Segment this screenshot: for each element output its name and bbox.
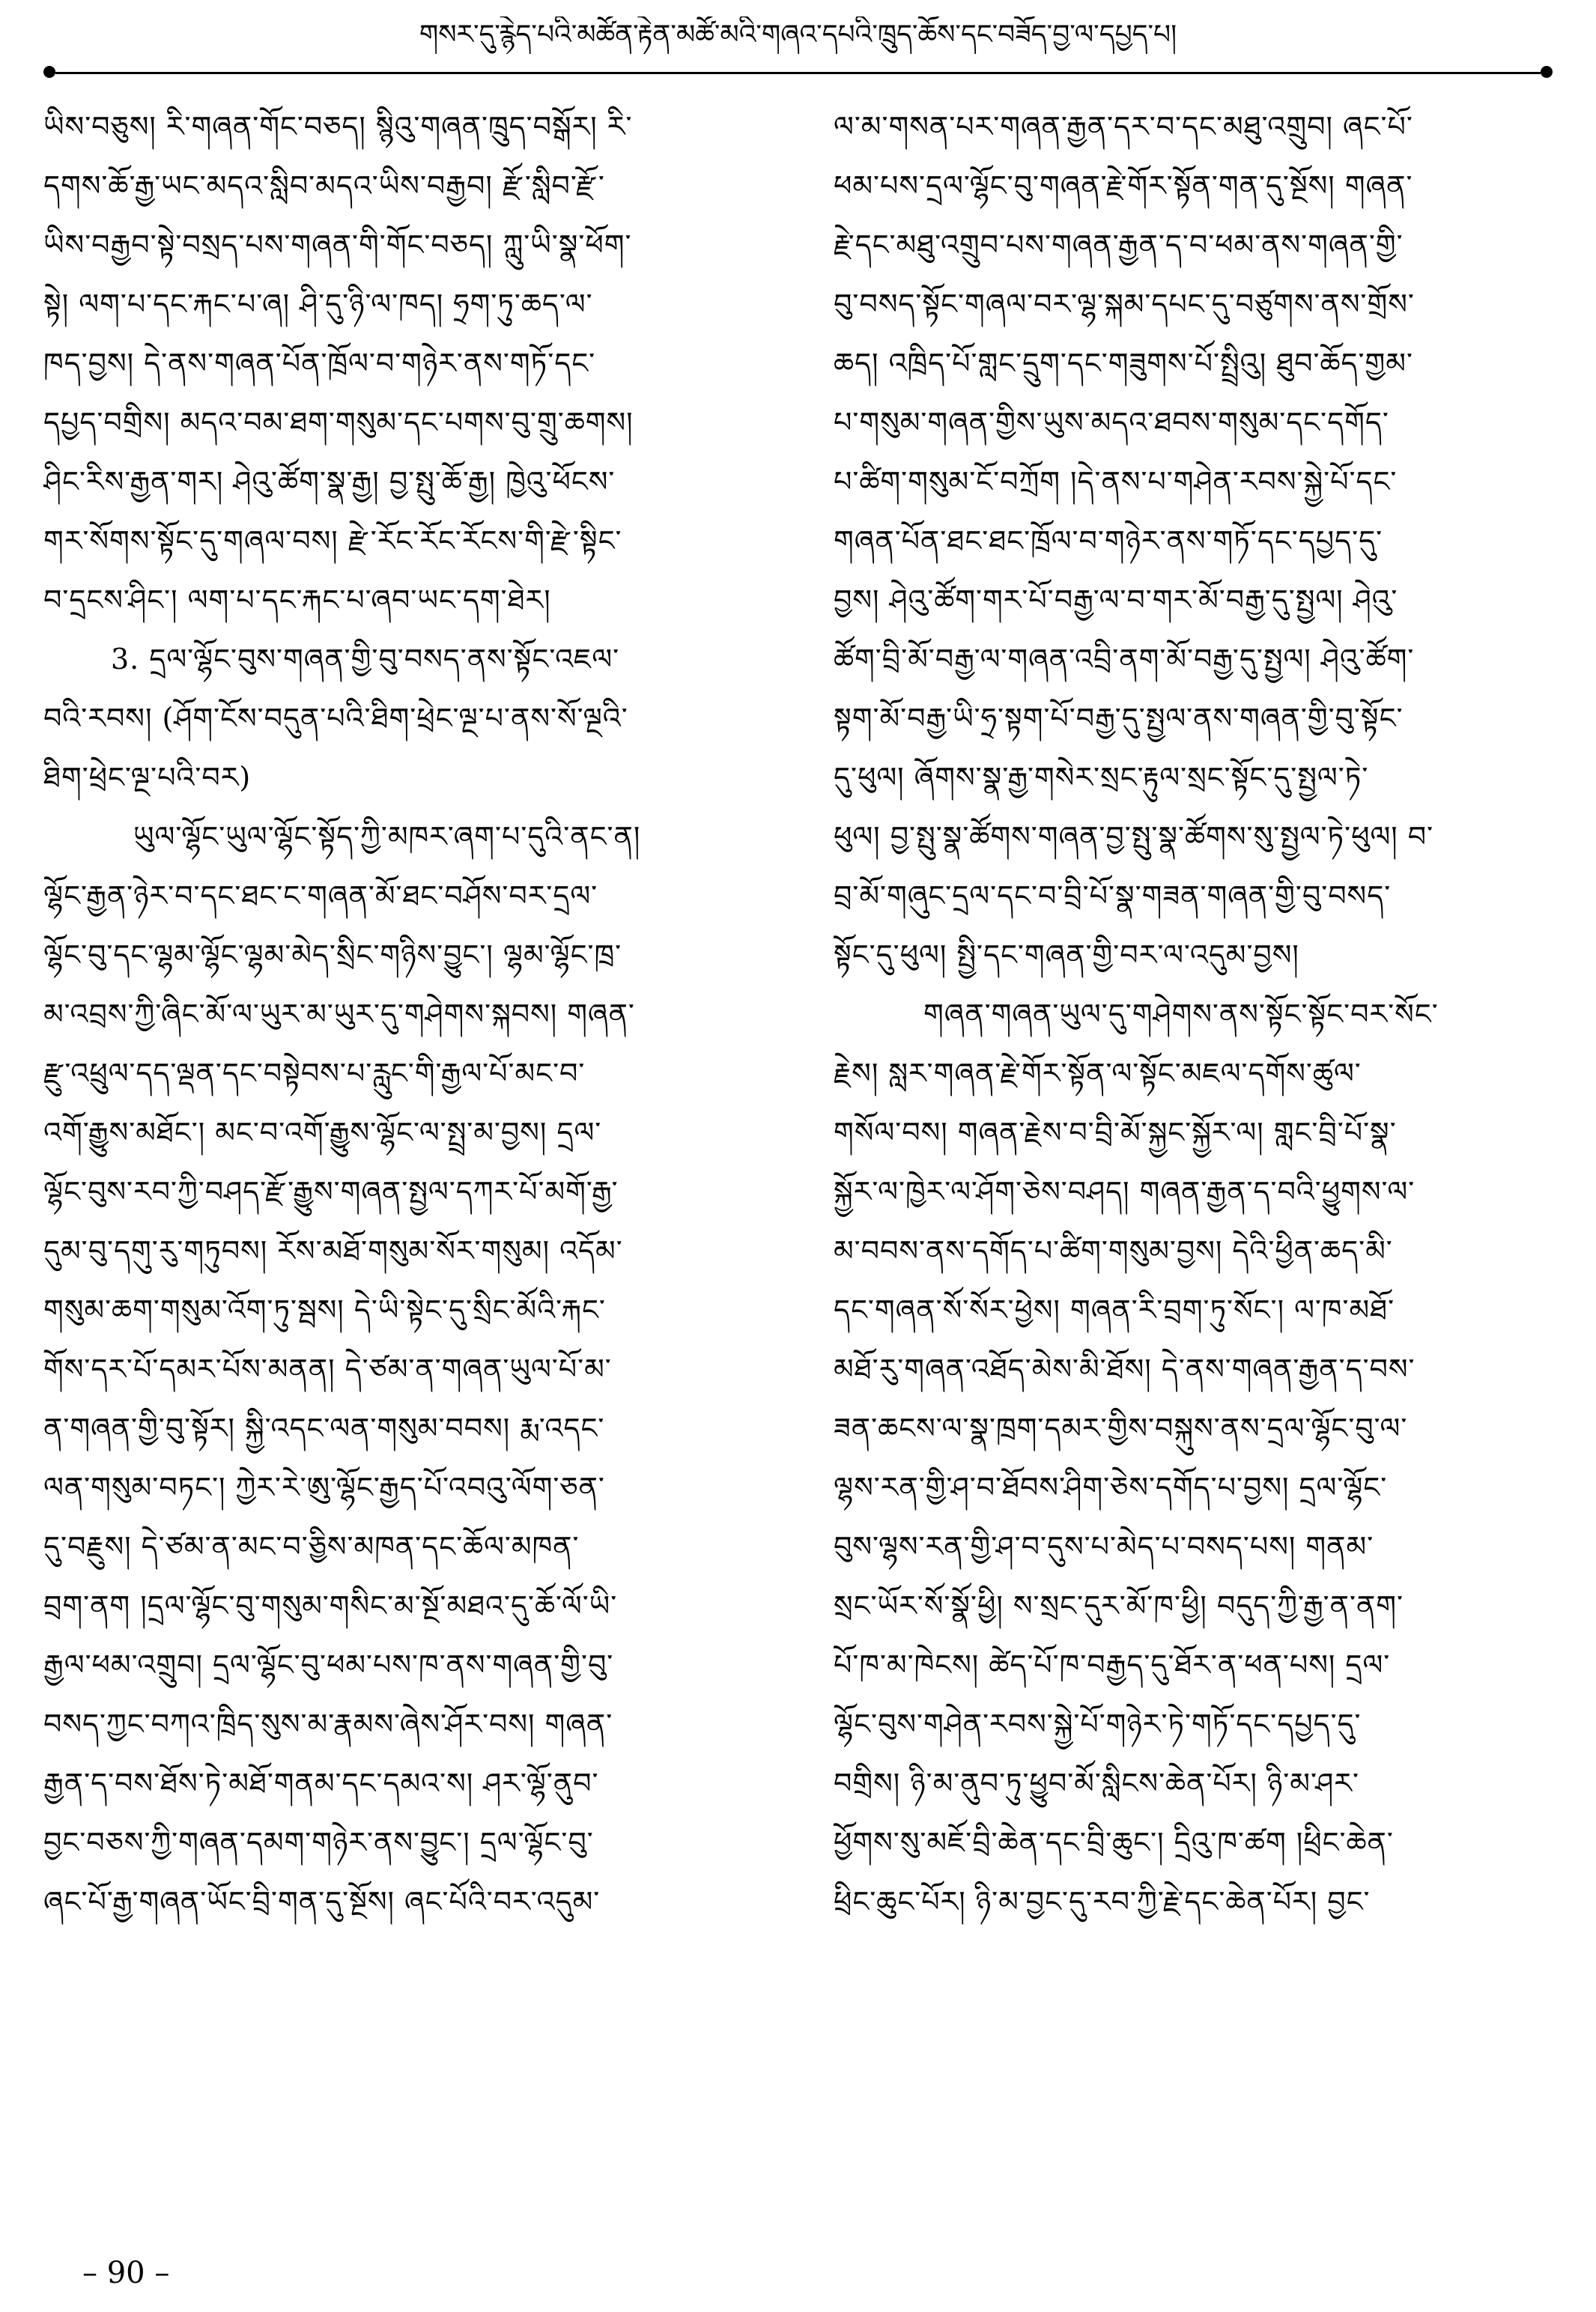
text-line: བྱང་བཅས་ཀྱི་གཞན་དམག་གཉེར་ནས་བྱུང་། དྲལ་ལྷོང་བུ་ bbox=[43, 1826, 594, 1859]
text-line: ལྷོང་བུ་དང་ལྷམ་ལྷོང་ལྷམ་མེད་སྲིང་གཉིས་བྱུང་། ལྷམ་ལྷོང་ཁྲ་ bbox=[43, 938, 622, 971]
text-line: ལྷོང་རྒྱན་ཉེར་བ་དང་ཐང་ང་གཞན་མོ་ཐང་བཤོས་བར་དྲལ་ bbox=[43, 879, 598, 912]
text-line: དང་གཞན་སོ་སོར་ཕྱེས། གཞན་རི་བྲག་ཏུ་སོང་། ལ་ཁ་མཐོ་ bbox=[834, 1293, 1395, 1326]
text-line: པ་ཚིག་གསུམ་ངོ་བཀྲོག །དེ་ནས་པ་གཤེན་རབས་སྐྱེ་པོ་དང་ bbox=[834, 465, 1398, 498]
text-line: ཕམ་པས་དྲལ་ལྷོང་བུ་གཞན་རྗེ་གོར་སྟོན་གན་དུ་སྔོས། གཞན་ bbox=[834, 169, 1413, 202]
text-line: བྲ་མོ་གཞུང་དྲལ་དང་བ་བྲི་པོ་སྣ་གཟན་གཞན་གྱི་བུ་བསད་ bbox=[834, 879, 1392, 912]
text-line: བུས་ལྷས་རན་གྱི་ཤ་བ་དུས་པ་མེད་པ་བསད་པས། གནམ་ bbox=[834, 1530, 1374, 1563]
text-line: ཕྱོགས་སུ་མཇོ་བྲི་ཆེན་དང་བྲི་ཆུང་། དྲིའུ་ཁ་ཚག །ཕྲིང་ཆེན་ bbox=[834, 1826, 1394, 1859]
text-line: གཞན་གཞན་ཡུལ་དུ་གཤེགས་ནས་སྟོང་སྟོང་བར་སོང་ bbox=[923, 998, 1439, 1031]
header-rule bbox=[55, 72, 1541, 74]
text-line: མ་བབས་ནས་དགོད་པ་ཚིག་གསུམ་བྱས། དེའི་ཕྱིན་ཆད་མི་ bbox=[834, 1234, 1393, 1267]
text-line: 3. དྲལ་ལྷོང་བུས་གཞན་གྱི་བུ་བསད་ནས་སྟོང་འཇལ་ bbox=[111, 643, 620, 676]
text-line: ཕྲིང་ཆུང་པོར། ཉི་མ་བྱང་དུ་རབ་ཀྱི་རྗེ་དང་ཆེན་པོར། བྱང་ bbox=[834, 1885, 1371, 1918]
text-line: ཡིས་བཅུས། རི་གཞན་གོང་བཅད། སྙིའུ་གཞན་ཁྲུད་བསྒོར། རི་ bbox=[43, 110, 633, 143]
text-line: མཐོ་རུ་གཞན་འཐོད་མེས་མི་ཐོས། དེ་ནས་གཞན་རྒྱན་ད་བས་ bbox=[834, 1353, 1416, 1386]
text-line: ལ་མ་གསན་པར་གཞན་རྒྱན་དར་བ་དང་མཐུ་འགྲུབ། ཞང་པོ་ bbox=[834, 110, 1413, 143]
text-line: དུ་ཕུལ། ཞོགས་སྣ་རྒྱ་གསེར་སྲང་རྟུལ་སྲང་སྟོང་དུ་སྤྱལ་ཏེ་ bbox=[834, 761, 1369, 794]
text-line: ལན་གསུམ་བཏང་། ཀྱེར་རེ་ཨུ་ལྷོང་རྒྱད་པོ་འབའུ་ལོག་ཅན་ bbox=[43, 1471, 605, 1504]
text-line: ལྷོང་བུས་གཤེན་རབས་སྐྱེ་པོ་གཉེར་ཏེ་གཏོ་དང་དཔྱད་དུ་ bbox=[834, 1708, 1362, 1741]
text-line: སྟག་མོ་བརྒྱ་ཡི་ཧྲ་སྟག་པོ་བརྒྱ་དུ་སྤྱལ་ནས་གཞན་གྱི་བུ་སྟོང་ bbox=[834, 702, 1404, 735]
text-line: ལྷས་རན་གྱི་ཤ་བ་ཐོབས་ཤིག་ཅེས་དགོད་པ་བྱས། དྲལ་ལྷོང་ bbox=[834, 1471, 1388, 1504]
text-line: ཆད། འཁྲིད་པོ་གླང་དྲུག་དང་གཟུགས་པོ་སྤྲིའུ། ཐུབ་ཆོད་གྱམ་ bbox=[834, 347, 1413, 380]
header-rule-right-dot bbox=[1541, 66, 1553, 78]
text-line: རྒྱན་ད་བས་ཐོས་ཏེ་མཐོ་གནམ་དང་དམའ་ས། ཤར་ལྷོ་ནུབ་ bbox=[43, 1767, 599, 1800]
text-line: ཕུལ། བྱ་སྤུ་སྣ་ཚོགས་གཞན་བྱ་སྤུ་སྣ་ཚོགས་སུ་སྤྱལ་ཏེ་ཕུལ། བ་ bbox=[834, 820, 1434, 853]
text-line: བའི་རབས། (ཤོག་ངོས་བདུན་པའི་ཐིག་ཕྲེང་ལྔ་པ་ནས་སོ་ལྔའི་ bbox=[43, 702, 628, 735]
text-line: དགས་ཆོ་རྒྱ་ཡང་མདའ་སླིབ་མདའ་ཡིས་བརྒྱབ། རྫོ་སླིབ་རྫོ་ bbox=[43, 169, 605, 202]
text-line: གསུམ་ཆག་གསུམ་འོག་ཏུ་སྦས། དེ་ཡི་སྟེང་དུ་སྲིང་མོའི་རྐང་ bbox=[43, 1293, 606, 1326]
text-line: པོ་ཁ་མ་ཁེངས། ཚེད་པོ་ཁ་བརྒྱད་དུ་ཐོར་ན་ཕན་པས། དྲལ་ bbox=[834, 1648, 1391, 1681]
text-line: ཟན་ཆངས་ལ་སྣ་ཁྲག་དམར་གྱིས་བསྐུས་ནས་དྲལ་ལྷོང་བུ་ལ་ bbox=[834, 1412, 1408, 1445]
text-line: བུ་བསད་སྟོང་གཞལ་བར་ལྷ་སྐམ་དཔང་དུ་བཙུགས་ནས་གྲོས་ bbox=[834, 288, 1415, 321]
text-line: རྫུ་འཕྲུལ་དད་ལྡན་དང་བསྟེབས་པ་རླུང་གི་རྒྱལ་པོ་མང་བ་ bbox=[43, 1057, 586, 1090]
text-line: རྗེས། སླར་གཞན་རྗེ་གོར་སྟོན་ལ་སྟོང་མཇལ་དགོས་ཚུལ་ bbox=[834, 1057, 1362, 1090]
left-column bbox=[43, 97, 762, 1932]
text-line: བྲག་ནག །དྲལ་ལྷོང་བུ་གསུམ་གསིང་མ་སྔོ་མཐའ་དུ་ཆོ་ལོ་ཡི་ bbox=[43, 1589, 618, 1622]
text-line: འགོ་རྒྱུས་མཐོང་། མང་བ་འགོ་རྒྱུས་ལྷོང་ལ་སྤྲ་མ་བྱས། དྲལ་ bbox=[43, 1116, 602, 1149]
text-line: བྱས། ཤེའུ་ཚོག་གར་པོ་བརྒྱ་ལ་བ་གར་མོ་བརྒྱ་དུ་སྤྱལ། ཤེའུ་ bbox=[834, 583, 1398, 616]
text-line: བགྲིས། ཉི་མ་ནུབ་ཏུ་ཕྱུབ་མོ་སླིངས་ཆེན་པོར། ཉི་མ་ཤར་ bbox=[834, 1767, 1359, 1800]
text-line: ཡིས་བརྒྱབ་སྟེ་བསྲད་པས་གཞན་གི་གོང་བཅད། ཀླུ་ཡི་སྣ་ཕོག་ bbox=[43, 228, 632, 261]
text-line: སྲང་ཡོར་སོ་སྣོ་ཕྱི། ས་སྲང་དུར་མོ་ཁ་ཕྱི། བདུད་ཀྱི་རྒྱ་ན་ནག་ bbox=[834, 1589, 1404, 1622]
text-line: གོས་དར་པོ་དམར་པོས་མནན། དེ་ཙམ་ན་གཞན་ཡུལ་པོ་མ་ bbox=[43, 1353, 612, 1386]
text-line: བ་དྲངས་ཤིང་། ལག་པ་དང་རྐང་པ་ཞབ་ཡང་དག་ཐེར། bbox=[43, 583, 551, 616]
text-line: ཐིག་ཕྲེང་ལྔ་པའི་བར) bbox=[43, 761, 252, 794]
text-line: སྟེ། ལག་པ་དང་རྐང་པ་ཞ། ཤི་དུ་ཉི་ལ་ཁད། ཧྲག་ཏུ་ཆད་ལ་ bbox=[43, 288, 593, 321]
running-header bbox=[43, 6, 1553, 75]
text-line: ཡུལ་ལྷོང་ཡུལ་ལྷོང་སྟོད་ཀྱི་མཁར་ཞག་པ་དུའི་ནང་ན། bbox=[133, 820, 641, 853]
text-line: རྒྱལ་ཕམ་འགྲུབ། དྲལ་ལྷོང་བུ་ཕམ་པས་ཁ་ནས་གཞན་གྱི་བུ་ bbox=[43, 1648, 614, 1681]
text-line: པ་གསུམ་གཞན་གྱིས་ཡུས་མདའ་ཐབས་གསུམ་དང་དགོད་ bbox=[834, 406, 1389, 439]
text-line: དཔྱད་བགྲིས། མདའ་བམ་ཐག་གསུམ་དང་པགས་བུ་གྲུ་ཆགས། bbox=[43, 406, 634, 439]
text-line: ཞང་པོ་རྒྱ་གཞན་ཡོང་བྲི་གན་དུ་སྔོས། ཞང་པོའི་བར་འདུམ་ bbox=[43, 1885, 601, 1918]
text-line: རྗེ་དང་མཐུ་འགྲུབ་པས་གཞན་རྒྱན་ད་བ་ཕམ་ནས་གཞན་གྱི་ bbox=[834, 228, 1404, 261]
text-line: ཤིང་རིས་རྒྱན་གར། ཤེའུ་ཚོག་སྣ་རྒྱ། བྱ་སྤུ་ཆོ་རྒྱ། ཁྱེའུ་ཕོངས་ bbox=[43, 465, 616, 498]
text-line: ཁད་བྱས། དེ་ནས་གཞན་པོན་ཁྲོལ་བ་གཉེར་ནས་གཏོ་དང་ bbox=[43, 347, 596, 380]
text-line: སྟོང་དུ་ཕུལ། སྤྱི་དང་གཞན་གྱི་བར་ལ་འདུམ་བྱས། bbox=[834, 938, 1299, 971]
text-line: ལྷོང་བུས་རབ་ཀྱི་བཤད་རྫོ་རྒྱུས་གཞན་སྤྱལ་དཀར་པོ་མགོ་རྒྱ་ bbox=[43, 1175, 619, 1208]
text-line: ཚོག་བྲི་མོ་བརྒྱ་ལ་གཞན་འབྲི་ནག་མོ་བརྒྱ་དུ་སྤྱལ། ཤེའུ་ཚོག་ bbox=[834, 643, 1415, 676]
text-line: གཞན་པོན་ཐང་ཐང་ཁྲོལ་བ་གཉེར་ནས་གཏོ་དང་དཔྱད་དུ་ bbox=[834, 524, 1383, 557]
running-header-title: གསར་དུ་རྙེད་པའི་མཚོན་རྟེན་མཚོ་མའི་གཞའ་དཔའི་ཁྲུད་ཆོས་དང་བཟོད་བྱ་ལ་དཔྱད་པ། bbox=[419, 19, 1177, 50]
header-rule-left-dot bbox=[43, 66, 55, 78]
text-line: སྐྱོར་ལ་ཁྱེར་ལ་ཤོག་ཅེས་བཤད། གཞན་རྒྱན་ད་བའི་ཕྱུགས་ལ་ bbox=[834, 1175, 1416, 1208]
text-line: གསོལ་བས། གཞན་རྗེས་བ་བྲི་མོ་སྐྱང་སྐྱོར་ལ། གླང་བྲི་པོ་སྣ་ bbox=[834, 1116, 1397, 1149]
page-number: – 90 – bbox=[82, 2256, 170, 2290]
text-line: གར་སོགས་སྟོང་དུ་གཞལ་བས། རྫེ་རོང་རོང་རོངས་གི་རྫེ་སྟིང་ bbox=[43, 524, 622, 557]
text-line: དུམ་བུ་དགུ་རུ་གཏུབས། རོས་མཐོ་གསུམ་སོར་གསུམ། འདོམ་ bbox=[43, 1234, 623, 1267]
text-line: མ་འབྲས་ཀྱི་ཞིང་མོ་ལ་ཡུར་མ་ཡུར་དུ་གཤེགས་སྐབས། གཞན་ bbox=[43, 998, 635, 1031]
text-line: དུ་བརྗུས། དེ་ཙམ་ན་མང་བ་ཅྱིས་མཁན་དང་ཆོལ་མཁན་ bbox=[43, 1530, 580, 1563]
text-line: བསད་ཀྱང་བཀའ་ཁྲིད་སུས་མ་རྣམས་ཞེས་ཤོར་བས། གཞན་ bbox=[43, 1708, 613, 1741]
text-line: ན་གཞན་གྱི་བུ་སྟོར། སྐྱི་འདང་ལན་གསུམ་བབས། རྨ་འདང་ bbox=[43, 1412, 605, 1445]
right-column bbox=[834, 97, 1553, 1932]
